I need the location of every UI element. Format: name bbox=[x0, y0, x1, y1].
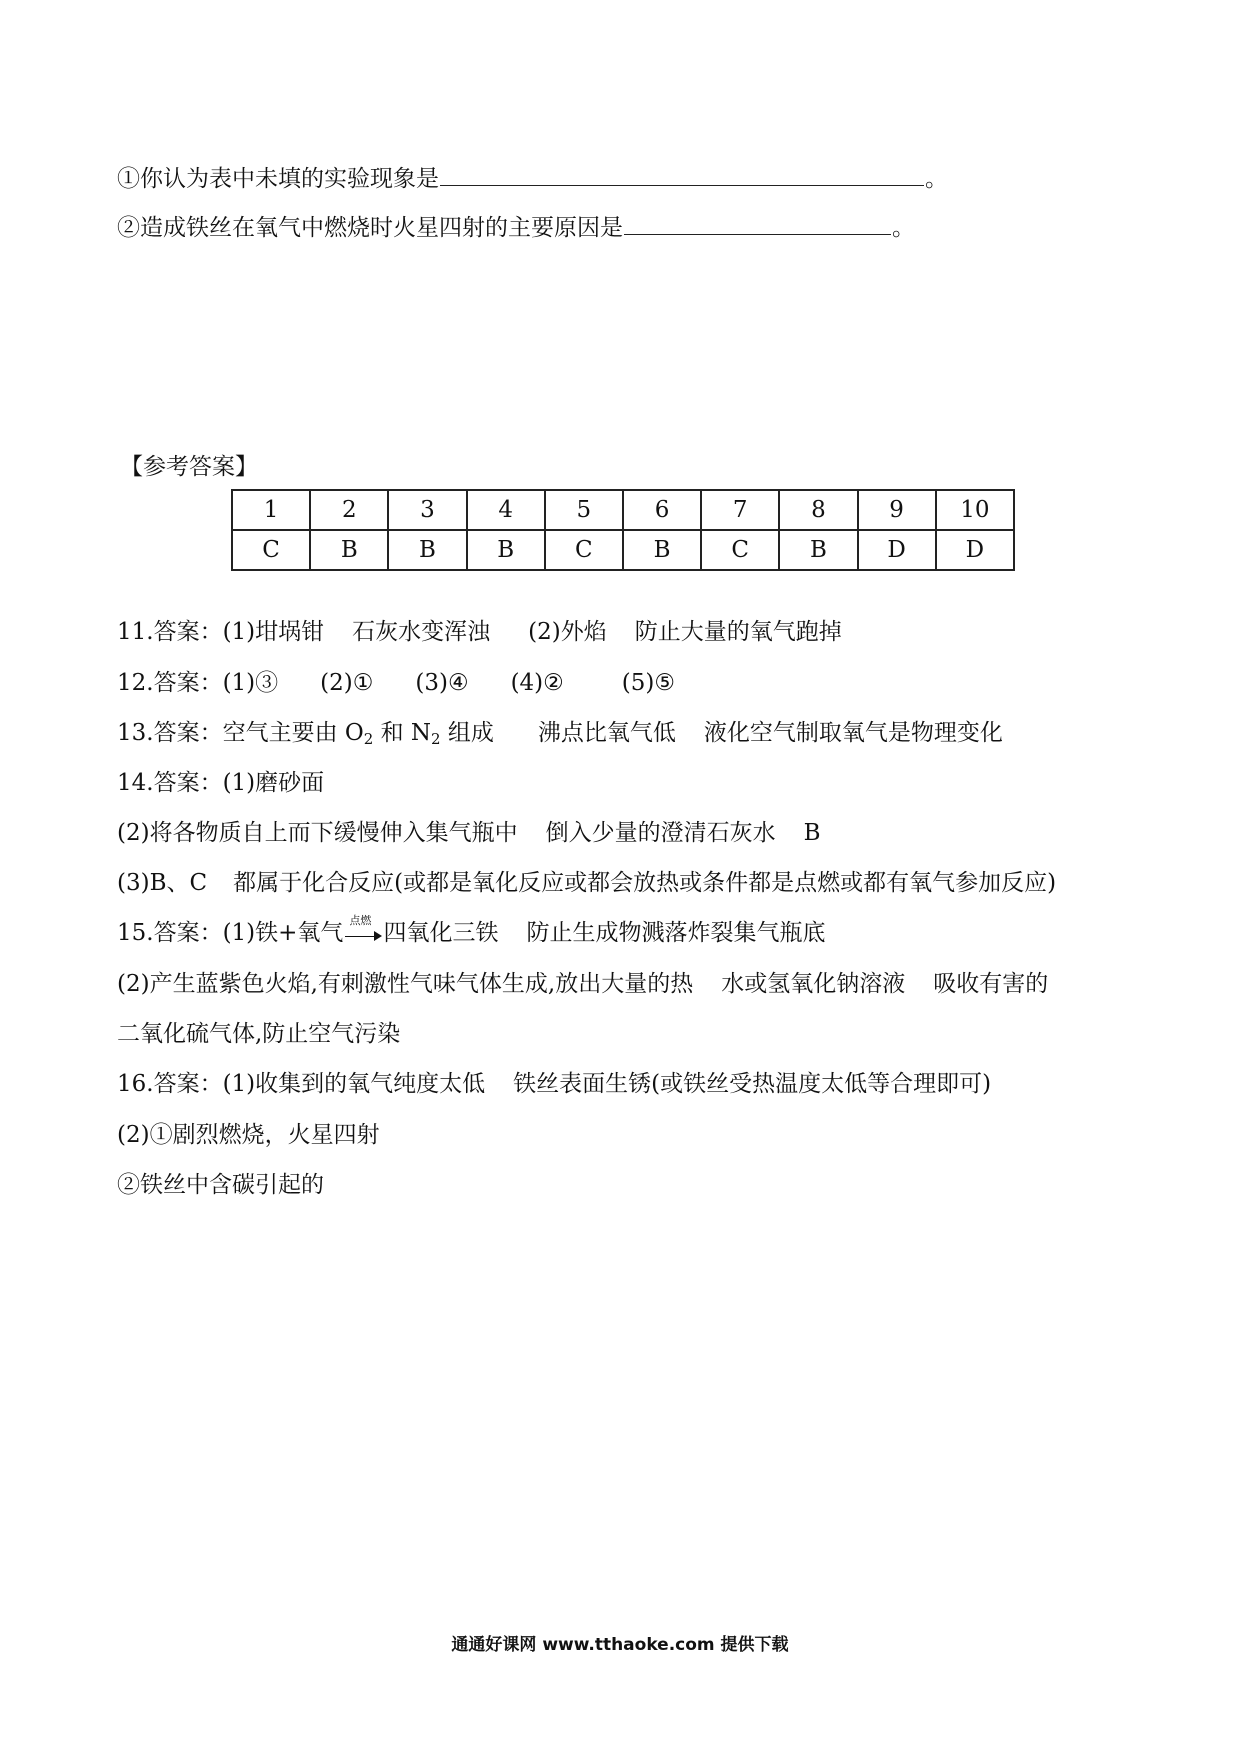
answer-text: 水或氢氧化钠溶液 bbox=[721, 971, 906, 997]
answer-blank bbox=[440, 163, 924, 186]
answer-text: 铁丝表面生锈(或铁丝受热温度太低等合理即可) bbox=[513, 1071, 992, 1097]
answer-11 bbox=[117, 617, 842, 647]
answer-text: 石灰水变浑浊 bbox=[352, 619, 491, 645]
table-cell: D bbox=[936, 530, 1014, 570]
table-cell: 8 bbox=[779, 490, 857, 530]
answer-text: (2)① bbox=[320, 670, 374, 696]
answer-text: (2)将各物质自上而下缓慢伸入集气瓶中 bbox=[117, 820, 518, 846]
answer-text: 吸收有害的 bbox=[933, 971, 1049, 997]
answer-table bbox=[231, 489, 1015, 571]
answer-text: 四氧化三铁 bbox=[383, 920, 499, 946]
answer-text: 组成 bbox=[440, 720, 494, 746]
table-cell: B bbox=[779, 530, 857, 570]
answer-16-1 bbox=[117, 1069, 991, 1099]
table-cell: B bbox=[388, 530, 466, 570]
answer-14-3 bbox=[117, 868, 1056, 898]
answer-14-2 bbox=[117, 818, 821, 848]
answer-text: B bbox=[803, 820, 821, 846]
table-cell: C bbox=[545, 530, 623, 570]
question-2 bbox=[117, 212, 915, 243]
question-1-text: ①你认为表中未填的实验现象是 bbox=[117, 166, 439, 192]
answer-12 bbox=[117, 668, 675, 698]
answer-text: 防止生成物溅落炸裂集气瓶底 bbox=[526, 920, 826, 946]
reaction-arrow bbox=[343, 914, 383, 943]
answer-text: (3)B、C bbox=[117, 870, 208, 896]
table-row-letters bbox=[232, 530, 1014, 570]
answer-text: 沸点比氧气低 bbox=[537, 720, 676, 746]
answer-text: (2)产生蓝紫色火焰,有刺激性气味气体生成,放出大量的热 bbox=[117, 971, 694, 997]
answer-text: 11.答案：(1)坩埚钳 bbox=[117, 619, 325, 645]
reaction-condition: 点燃 bbox=[349, 914, 372, 927]
table-cell: 4 bbox=[467, 490, 545, 530]
answer-text: 15.答案：(1)铁+氧气 bbox=[117, 920, 344, 946]
answer-blank bbox=[624, 212, 891, 235]
table-cell: B bbox=[310, 530, 388, 570]
table-cell: 2 bbox=[310, 490, 388, 530]
answer-text: 都属于化合反应(或都是氧化反应或都会放热或条件都是点燃或都有氧气参加反应) bbox=[233, 870, 1057, 896]
answer-16-3: ②铁丝中含碳引起的 bbox=[117, 1172, 324, 1198]
table-cell: 3 bbox=[388, 490, 466, 530]
answers-heading: 【参考答案】 bbox=[120, 454, 258, 480]
subscript: 2 bbox=[431, 730, 441, 748]
period: 。 bbox=[925, 166, 948, 192]
table-cell: 6 bbox=[623, 490, 701, 530]
answer-text: 13.答案：空气主要由 O bbox=[117, 720, 364, 746]
table-row-numbers bbox=[232, 490, 1014, 530]
subscript: 2 bbox=[363, 730, 374, 748]
table-cell: 1 bbox=[232, 490, 310, 530]
answer-16-2: (2)①剧烈燃烧，火星四射 bbox=[117, 1122, 380, 1148]
answer-text: (4)② bbox=[510, 670, 564, 696]
question-1 bbox=[117, 163, 948, 194]
table-cell: B bbox=[623, 530, 701, 570]
answer-text: 倒入少量的澄清石灰水 bbox=[545, 820, 776, 846]
answer-text: 16.答案：(1)收集到的氧气纯度太低 bbox=[117, 1071, 486, 1097]
answer-text: 和 N bbox=[373, 720, 432, 746]
table-cell: 9 bbox=[858, 490, 936, 530]
answer-text: 防止大量的氧气跑掉 bbox=[634, 619, 842, 645]
table-cell: 7 bbox=[701, 490, 779, 530]
answer-15-1 bbox=[117, 914, 826, 948]
table-cell: 5 bbox=[545, 490, 623, 530]
answer-13 bbox=[117, 718, 1003, 748]
answer-15-2 bbox=[117, 969, 1048, 999]
table-cell: 10 bbox=[936, 490, 1014, 530]
answer-text: 液化空气制取氧气是物理变化 bbox=[703, 720, 1003, 746]
question-2-text: ②造成铁丝在氧气中燃烧时火星四射的主要原因是 bbox=[117, 215, 623, 241]
answer-text: (3)④ bbox=[415, 670, 469, 696]
answer-text: 12.答案：(1)③ bbox=[117, 670, 279, 696]
table-cell: B bbox=[467, 530, 545, 570]
table-cell: D bbox=[858, 530, 936, 570]
table-cell: C bbox=[701, 530, 779, 570]
footer: 通通好课网 www.tthaoke.com 提供下载 bbox=[451, 1635, 789, 1655]
answer-text: (2)外焰 bbox=[528, 619, 607, 645]
answer-15-3: 二氧化硫气体,防止空气污染 bbox=[117, 1021, 401, 1047]
period: 。 bbox=[892, 215, 915, 241]
table-cell: C bbox=[232, 530, 310, 570]
answer-text: (5)⑤ bbox=[621, 670, 675, 696]
answer-14-1: 14.答案：(1)磨砂面 bbox=[117, 770, 325, 796]
